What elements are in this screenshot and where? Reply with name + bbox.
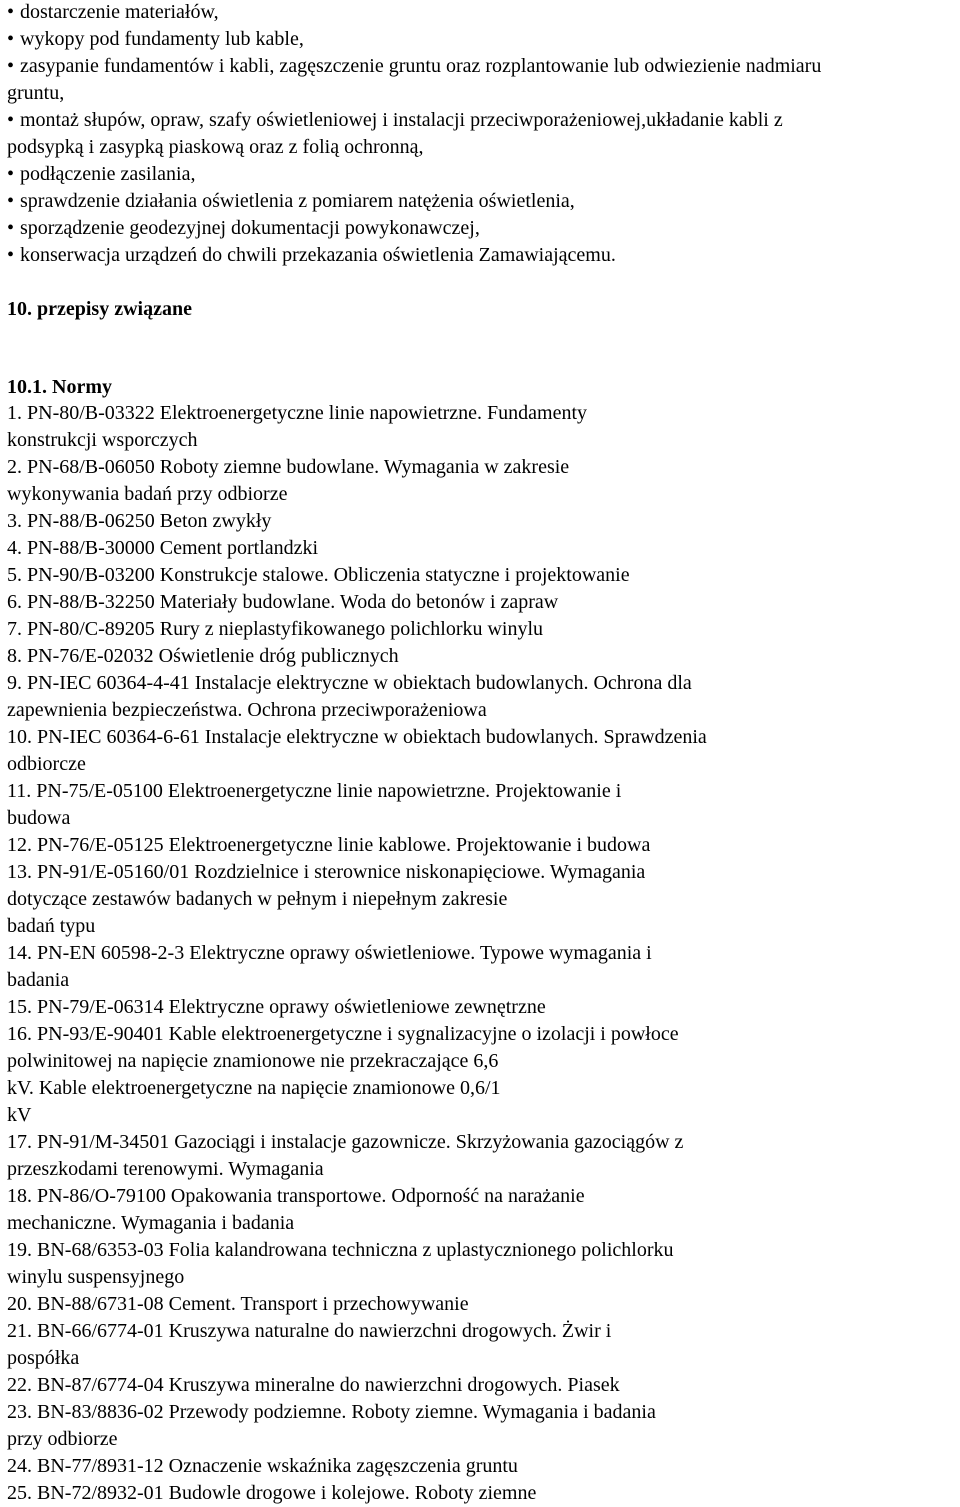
bullet-item: • sprawdzenie działania oświetlenia z pomiarem natężenia oświetlenia, bbox=[7, 188, 575, 215]
norm-item: 1. PN-80/B-03322 Elektroenergetyczne linie napowietrzne. Fundamenty bbox=[7, 402, 588, 424]
norm-item: 12. PN-76/E-05125 Elektroenergetyczne linie kablowe. Projektowanie i budowa bbox=[7, 834, 651, 856]
norm-item: 10. PN-IEC 60364-6-61 Instalacje elektryczne w obiektach budowlanych. Sprawdzenia bbox=[7, 726, 707, 748]
norm-item: 8. PN-76/E-02032 Oświetlenie dróg publicznych bbox=[7, 645, 399, 667]
norm-item-continuation: dotyczące zestawów badanych w pełnym i niepełnym zakresie bbox=[7, 888, 508, 910]
norm-item: 20. BN-88/6731-08 Cement. Transport i przechowywanie bbox=[7, 1293, 469, 1315]
norm-item: 15. PN-79/E-06314 Elektryczne oprawy oświetleniowe zewnętrzne bbox=[7, 996, 546, 1018]
norm-item: 21. BN-66/6774-01 Kruszywa naturalne do nawierzchni drogowych. Żwir i bbox=[7, 1320, 612, 1342]
norm-item-continuation: mechaniczne. Wymagania i badania bbox=[7, 1212, 295, 1234]
subsection-heading: 10.1. Normy bbox=[7, 376, 112, 398]
bullet-item-continuation: gruntu, bbox=[7, 82, 65, 104]
norm-item: 9. PN-IEC 60364-4-41 Instalacje elektryczne w obiektach budowlanych. Ochrona dla bbox=[7, 672, 692, 694]
norm-item: 22. BN-87/6774-04 Kruszywa mineralne do nawierzchni drogowych. Piasek bbox=[7, 1374, 620, 1396]
norm-item: 16. PN-93/E-90401 Kable elektroenergetyczne i sygnalizacyjne o izolacji i powłoce bbox=[7, 1023, 679, 1045]
norm-item: 4. PN-88/B-30000 Cement portlandzki bbox=[7, 537, 319, 559]
norm-item-continuation: badania bbox=[7, 969, 70, 991]
norm-item: 14. PN-EN 60598-2-3 Elektryczne oprawy oświetleniowe. Typowe wymagania i bbox=[7, 942, 652, 964]
norm-item: 6. PN-88/B-32250 Materiały budowlane. Woda do betonów i zapraw bbox=[7, 591, 559, 613]
norm-item: 25. BN-72/8932-01 Budowle drogowe i kolejowe. Roboty ziemne bbox=[7, 1482, 537, 1504]
bullet-item: • zasypanie fundamentów i kabli, zagęszczenie gruntu oraz rozplantowanie lub odwiezienie nadmiaru bbox=[7, 53, 821, 80]
norm-item: 18. PN-86/O-79100 Opakowania transportowe. Odporność na narażanie bbox=[7, 1185, 585, 1207]
norm-item-continuation: badań typu bbox=[7, 915, 96, 937]
norm-item-continuation: winylu suspensyjnego bbox=[7, 1266, 185, 1288]
norm-item: 17. PN-91/M-34501 Gazociągi i instalacje gazownicze. Skrzyżowania gazociągów z bbox=[7, 1131, 684, 1153]
norm-item-continuation: odbiorcze bbox=[7, 753, 86, 775]
norm-item-continuation: kV bbox=[7, 1104, 32, 1126]
norm-item: 5. PN-90/B-03200 Konstrukcje stalowe. Obliczenia statyczne i projektowanie bbox=[7, 564, 630, 586]
norm-item: 24. BN-77/8931-12 Oznaczenie wskaźnika zagęszczenia gruntu bbox=[7, 1455, 518, 1477]
norm-item-continuation: polwinitowej na napięcie znamionowe nie przekraczające 6,6 bbox=[7, 1050, 499, 1072]
norm-item: 19. BN-68/6353-03 Folia kalandrowana techniczna z uplastycznionego polichlorku bbox=[7, 1239, 674, 1261]
norm-item: 23. BN-83/8836-02 Przewody podziemne. Roboty ziemne. Wymagania i badania bbox=[7, 1401, 656, 1423]
norm-item-continuation: zapewnienia bezpieczeństwa. Ochrona przeciwporażeniowa bbox=[7, 699, 487, 721]
bullet-item: • konserwacja urządzeń do chwili przekazania oświetlenia Zamawiającemu. bbox=[7, 242, 616, 269]
norm-item-continuation: wykonywania badań przy odbiorze bbox=[7, 483, 288, 505]
norm-item: 3. PN-88/B-06250 Beton zwykły bbox=[7, 510, 272, 532]
norm-item-continuation: pospółka bbox=[7, 1347, 80, 1369]
norm-item-continuation: przeszkodami terenowymi. Wymagania bbox=[7, 1158, 324, 1180]
norm-item: 13. PN-91/E-05160/01 Rozdzielnice i sterownice niskonapięciowe. Wymagania bbox=[7, 861, 646, 883]
bullet-item: • dostarczenie materiałów, bbox=[7, 0, 219, 26]
norm-item-continuation: kV. Kable elektroenergetyczne na napięcie znamionowe 0,6/1 bbox=[7, 1077, 501, 1099]
norm-item-continuation: przy odbiorze bbox=[7, 1428, 118, 1450]
norm-item: 11. PN-75/E-05100 Elektroenergetyczne linie napowietrzne. Projektowanie i bbox=[7, 780, 622, 802]
bullet-item: • wykopy pod fundamenty lub kable, bbox=[7, 26, 304, 53]
norm-item: 7. PN-80/C-89205 Rury z nieplastyfikowanego polichlorku winylu bbox=[7, 618, 544, 640]
norm-item: 2. PN-68/B-06050 Roboty ziemne budowlane. Wymagania w zakresie bbox=[7, 456, 570, 478]
bullet-item: • montaż słupów, opraw, szafy oświetleniowej i instalacji przeciwporażeniowej,układanie kabli z bbox=[7, 107, 783, 134]
bullet-item: • sporządzenie geodezyjnej dokumentacji powykonawczej, bbox=[7, 215, 480, 242]
norm-item-continuation: konstrukcji wsporczych bbox=[7, 429, 198, 451]
bullet-item-continuation: podsypką i zasypką piaskową oraz z folią ochronną, bbox=[7, 136, 424, 158]
bullet-item: • podłączenie zasilania, bbox=[7, 161, 195, 188]
norm-item-continuation: budowa bbox=[7, 807, 71, 829]
section-heading: 10. przepisy związane bbox=[7, 298, 192, 320]
